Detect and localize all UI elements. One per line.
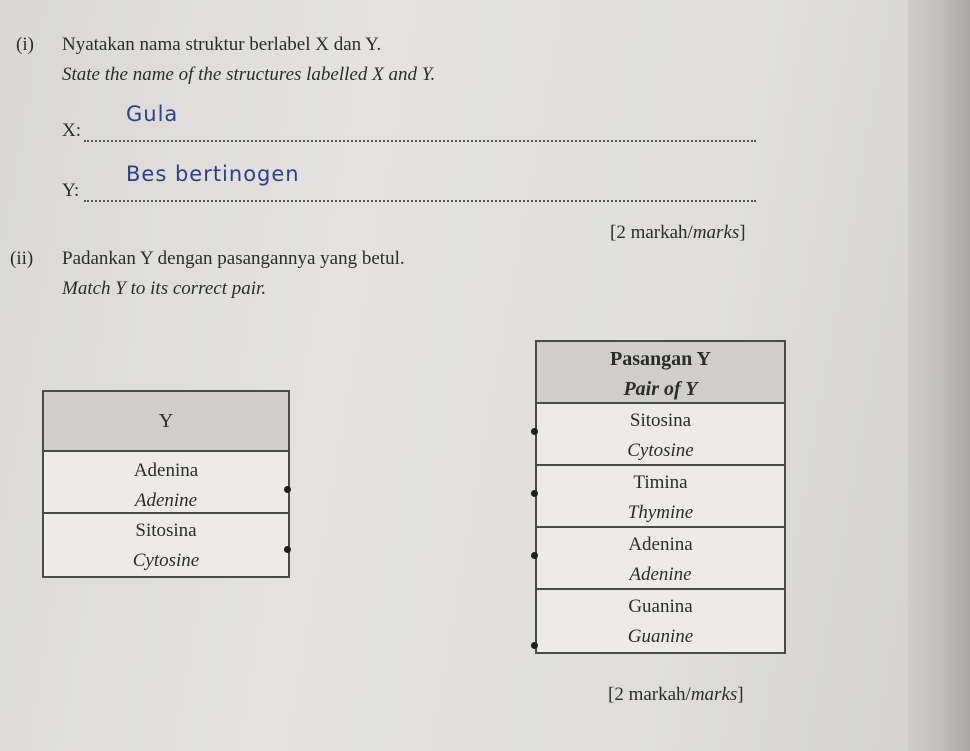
table-y bbox=[42, 390, 290, 578]
table-y-row: Sitosina Cytosine bbox=[132, 520, 200, 571]
answer-x-handwritten: Gula bbox=[126, 102, 179, 126]
table-pair-row: Timina Thymine bbox=[537, 466, 784, 528]
part-ii-marks: [2 markah/marks] bbox=[608, 684, 744, 705]
part-i-question-english: State the name of the structures labelled X and Y. bbox=[62, 64, 436, 85]
part-ii-question-english: Match Y to its correct pair. bbox=[62, 278, 267, 299]
match-point-adenine[interactable] bbox=[284, 486, 291, 493]
part-ii-question-malay: Padankan Y dengan pasangannya yang betul. bbox=[62, 248, 405, 269]
answer-x-label: X: bbox=[62, 120, 81, 141]
match-point-cytosine-pair[interactable] bbox=[531, 428, 538, 435]
part-i-marks: [2 markah/marks] bbox=[610, 222, 746, 243]
answer-y-handwritten: Bes bertinogen bbox=[126, 162, 300, 186]
table-pair-header: Pasangan Y Pair of Y bbox=[537, 342, 784, 404]
part-ii-number: (ii) bbox=[10, 248, 34, 269]
table-pair-row: Sitosina Cytosine bbox=[537, 404, 784, 466]
table-y-header: Y bbox=[44, 392, 288, 452]
table-y-row: Adenina Adenine bbox=[44, 452, 288, 514]
answer-y-label: Y: bbox=[62, 180, 80, 201]
match-point-guanine[interactable] bbox=[531, 642, 538, 649]
table-pair-row: Adenina Adenine bbox=[537, 528, 784, 590]
answer-y-line[interactable] bbox=[84, 200, 756, 202]
match-point-thymine[interactable] bbox=[531, 490, 538, 497]
page-edge-shadow bbox=[908, 0, 970, 751]
match-point-adenine-pair[interactable] bbox=[531, 552, 538, 559]
part-i-question-malay: Nyatakan nama struktur berlabel X dan Y. bbox=[62, 34, 382, 55]
table-pair-of-y bbox=[535, 340, 786, 654]
part-i-number: (i) bbox=[16, 34, 34, 55]
table-pair-row: Guanina Guanine bbox=[627, 596, 694, 647]
answer-x-line[interactable] bbox=[84, 140, 756, 142]
match-point-cytosine[interactable] bbox=[284, 546, 291, 553]
